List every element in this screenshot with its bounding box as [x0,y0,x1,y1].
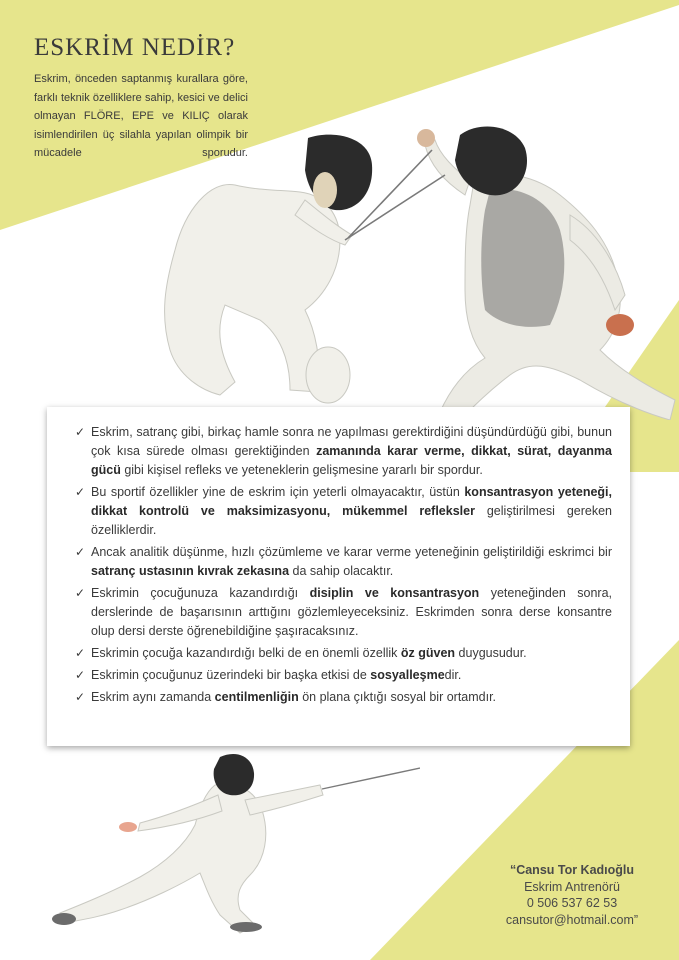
checkmark-icon: ✓ [75,425,86,439]
checkmark-icon: ✓ [75,485,86,499]
benefit-text: Bu sportif özellikler yine de eskrim için yeterli olmayacaktır, üstün [91,485,465,499]
benefit-item [75,584,612,641]
checkmark-icon: ✓ [75,668,86,682]
benefit-text: gibi kişisel refleks ve yeteneklerin gelişmesine yararlı bir spordur. [120,463,483,477]
benefit-item [75,483,612,540]
benefit-text: ön plana çıktığı sosyal bir ortamdır. [298,690,497,704]
coach-name: “Cansu Tor Kadıoğlu [509,863,635,877]
checkmark-icon: ✓ [75,690,86,704]
contact-block [478,862,666,928]
benefit-text: dir. [444,668,462,682]
benefit-highlight: disiplin ve konsantrasyon [309,586,480,600]
benefits-list [47,407,630,707]
right-fencer-left-hand [606,314,634,336]
benefit-highlight: konsantrasyon yeteneği, dikkat kontrolü ve maksimizasyonu, mükemmel refleksler [91,485,613,518]
lunging-fencer-body [60,784,266,933]
right-fencer-hand [417,129,435,147]
left-fencer [165,184,352,403]
benefit-text: geliştirilmesi gereken özelliklerdir. [91,504,612,537]
benefit-text: da sahip olacaktır. [289,564,394,578]
coach-email: cansutor@hotmail.com” [505,912,639,927]
page-title: ESKRİM NEDİR? [34,34,236,61]
checkmark-icon: ✓ [75,586,86,600]
coach-phone: 0 506 537 62 53 [526,896,618,910]
lunging-fencer-photo [40,745,420,935]
checkmark-icon: ✓ [75,545,86,559]
benefit-text: Eskrim aynı zamanda [91,690,215,704]
benefit-text: Eskrimin çocuğunuza kazandırdığı [91,586,310,600]
benefit-highlight: centilmenliğin [214,690,299,704]
benefit-text: duygusudur. [455,646,527,660]
lunging-fencer-front-shoe [230,922,262,932]
benefit-highlight: satranç ustasının kıvrak zekasına [91,564,290,578]
lunging-fencer-back-shoe [52,913,76,925]
benefit-highlight: sosyalleşme [370,668,445,682]
lunging-fencer-arm [245,785,323,815]
left-fencer-bib [313,172,337,208]
benefit-item [75,666,612,685]
lunging-fencer-hand [119,822,137,832]
benefits-box [47,407,630,746]
lunging-fencer-mask [214,754,254,795]
benefit-item [75,688,612,707]
benefit-item [75,543,612,581]
benefit-text: yeteneğinden sonra, derslerinde de başarısının arttığını gözlemleyeceksiniz. Eskrimden sonra derse konsantre olup dersi derste öğrenebildiğine şaşıracaksınız. [91,586,613,638]
intro-text: Eskrim, önceden saptanmış kurallara göre, farklı teknik özelliklere sahip, kesici ve delici olmayan FLÖRE, EPE ve KILIÇ olarak isimlendirilen üç silahla yapılan olimpik bir mücadele sporudur. [34,73,248,160]
benefit-highlight: zamanında karar verme, dikkat, sürat, dayanma gücü [91,444,612,477]
benefit-item [75,644,612,663]
benefit-text: Eskrimin çocuğunuz üzerindeki bir başka etkisi de [91,668,371,682]
checkmark-icon: ✓ [75,646,86,660]
fencers-photo [140,120,679,420]
lunging-fencer-blade [322,768,420,789]
benefit-highlight: öz güven [400,646,456,660]
benefit-text: Eskrim, satranç gibi, birkaç hamle sonra ne yapılması gerektirdiğini düşündürdüğü gibi, bunun çok kısa sürede olması gerektiğinden [91,425,612,458]
benefit-text: Ancak analitik düşünme, hızlı çözümleme ve karar verme yeteneğinin geliştirildiği eskrimci bir [91,545,612,559]
benefit-item [75,423,612,480]
benefit-text: Eskrimin çocuğa kazandırdığı belki de en önemli özellik [91,646,401,660]
coach-role: Eskrim Antrenörü [524,879,620,894]
